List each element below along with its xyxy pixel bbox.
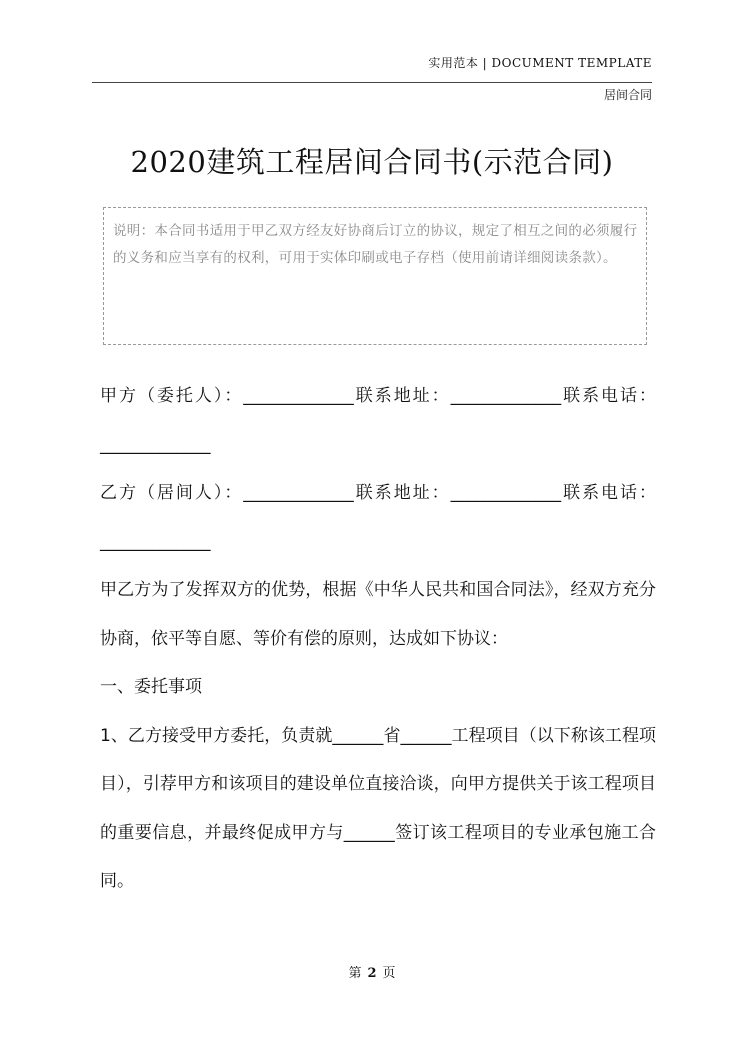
preamble-paragraph: 甲乙方为了发挥双方的优势，根据《中华人民共和国合同法》，经双方充分协商，依平等自愿、等价有偿的原则，达成如下协议： (100, 580, 656, 649)
clause-paragraph: 1、乙方接受甲方委托，负责就______省______工程项目（以下称该工程项目），引荐甲方和该项目的建设单位直接洽谈，向甲方提供关于该工程项目的重要信息，并最终促成甲方与______签订该工程项目的专业承包施工合同。 (100, 725, 656, 891)
header-category: 居间合同 (603, 88, 652, 102)
header-divider (92, 82, 652, 83)
party-b-paragraph: 乙方（居间人）：_____________联系地址：_____________联系电话：_____________ (100, 483, 656, 552)
header-label: 实用范本 | DOCUMENT TEMPLATE (428, 56, 652, 70)
party-a-paragraph: 甲方（委托人）：_____________联系地址：_____________联系电话：_____________ (100, 386, 656, 455)
document-title: 2020建筑工程居间合同书(示范合同) (130, 145, 614, 179)
note-box (103, 207, 647, 345)
page-suffix: 页 (382, 966, 396, 981)
page-prefix: 第 (348, 966, 362, 981)
section-heading: 一、委托事项 (100, 677, 202, 697)
page-number (0, 962, 744, 981)
page-number-value: 2 (367, 966, 377, 981)
document-body (100, 372, 656, 906)
note-text: 说明：本合同书适用于甲乙双方经友好协商后订立的协议，规定了相互之间的必须履行的义务和应当享有的权利，可用于实体印刷或电子存档（使用前请详细阅读条款）。 (113, 223, 638, 266)
